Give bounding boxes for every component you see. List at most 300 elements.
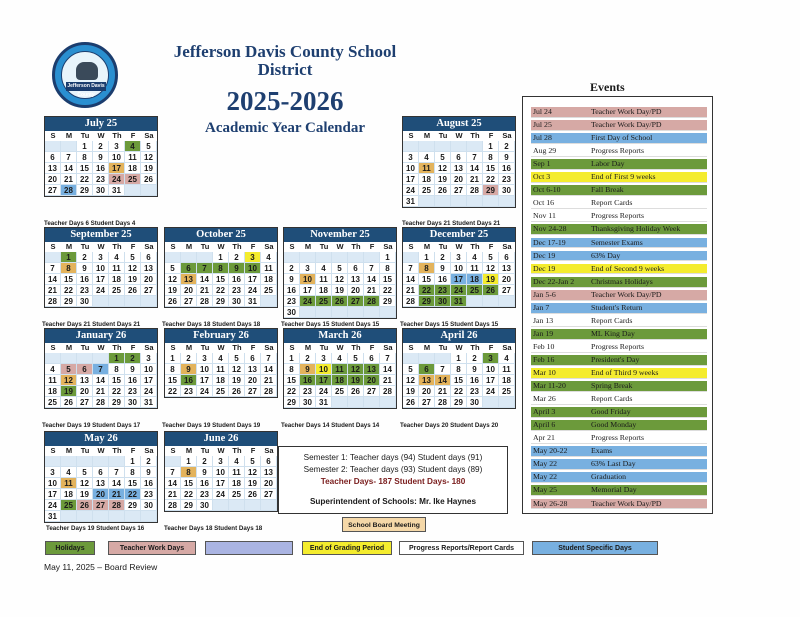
day-cell: 11 [213,364,229,375]
weekday-label: Sa [502,242,512,251]
day-cell: 15 [109,375,125,386]
day-cell: 16 [284,285,300,296]
week-row [165,386,277,397]
day-cell: 23 [197,489,213,500]
week-row [284,263,396,274]
day-cell: 1 [61,252,77,263]
day-cell [300,252,316,263]
day-cell: 18 [125,163,141,174]
month-calendar [164,328,278,398]
day-cell: 6 [93,467,109,478]
semester-2-line: Semester 2: Teacher days (93) Student days (89) [303,465,483,474]
day-cell: 10 [197,364,213,375]
day-cell: 12 [125,263,141,274]
day-cell: 9 [467,364,483,375]
weekday-label: M [304,343,312,352]
day-cell: 26 [61,397,77,408]
day-cell: 8 [61,263,77,274]
school-year: 2025-2026 [226,86,344,116]
month-day-totals: Teacher Days 19 Student Days 16 [46,525,145,532]
day-cell [499,296,515,307]
day-cell: 19 [332,285,348,296]
day-cell: 23 [499,174,515,185]
day-cell: 18 [229,478,245,489]
day-cell: 22 [77,174,93,185]
day-cell [181,252,197,263]
day-cell [300,307,316,318]
week-row [403,274,515,285]
day-cell: 22 [125,489,141,500]
day-cell: 4 [229,456,245,467]
day-cell: 2 [229,252,245,263]
day-cell: 23 [229,285,245,296]
day-cell: 6 [181,263,197,274]
title-line-2: District [257,60,313,79]
day-cell: 7 [364,263,380,274]
weekday-label: F [130,343,136,352]
day-cell: 19 [77,489,93,500]
day-cell: 4 [316,263,332,274]
event-row [531,368,707,379]
month-name: April 26 [403,329,515,343]
event-date: Mar 26 [533,394,556,404]
day-cell: 4 [45,364,61,375]
day-cell: 1 [77,141,93,152]
day-cell: 24 [245,285,261,296]
weekday-label: W [97,242,105,251]
day-cell: 26 [435,185,451,196]
day-cell: 16 [181,375,197,386]
day-cell: 21 [61,174,77,185]
day-cell [419,196,435,207]
semester-1-line: Semester 1: Teacher days (94) Student days (91) [303,453,483,462]
day-cell: 19 [229,375,245,386]
day-cell: 18 [45,386,61,397]
day-cell [213,500,229,511]
weekday-label: W [455,131,463,140]
day-cell: 27 [245,386,261,397]
day-cell: 28 [165,500,181,511]
day-cell: 16 [300,375,316,386]
event-description: Progress Reports [591,211,645,221]
event-row [531,381,707,392]
week-row [284,252,396,263]
day-cell: 13 [93,478,109,489]
day-cell [316,307,332,318]
day-cell: 9 [125,364,141,375]
day-cell [45,252,61,263]
day-cell: 14 [380,364,396,375]
day-cell: 9 [435,263,451,274]
weekday-label: Tu [200,343,210,352]
day-cell: 13 [364,364,380,375]
weekday-label: S [408,131,414,140]
legend-board-meeting: School Board Meeting [342,517,426,532]
jaguar-icon [76,62,98,80]
day-cell [364,397,380,408]
day-cell [332,307,348,318]
day-cell [77,456,93,467]
month-name: May 26 [45,432,157,446]
day-cell: 5 [435,152,451,163]
day-cell: 6 [364,353,380,364]
day-cell: 11 [229,467,245,478]
event-row [531,499,707,510]
month-day-totals: Teacher Days 15 Student Days 15 [400,321,499,328]
day-cell [380,397,396,408]
day-cell: 14 [197,274,213,285]
weekday-label: M [65,131,73,140]
weekday-label: F [369,242,375,251]
day-cell: 17 [451,274,467,285]
day-cell: 9 [229,263,245,274]
event-description: 63% Day [591,250,621,260]
day-cell: 21 [403,285,419,296]
week-row [403,152,515,163]
day-cell: 16 [141,478,157,489]
day-cell: 20 [141,274,157,285]
day-cell: 22 [380,285,396,296]
day-cell: 21 [261,375,277,386]
month-name: June 26 [165,432,277,446]
week-row [284,307,396,318]
day-cell: 13 [45,163,61,174]
events-list [522,96,713,514]
day-cell: 27 [364,386,380,397]
day-cell [284,252,300,263]
day-cell [61,456,77,467]
day-cell [125,185,141,196]
day-cell: 14 [467,163,483,174]
weekday-header [45,242,157,252]
day-cell: 27 [261,489,277,500]
weekday-label: S [50,343,56,352]
day-cell: 14 [165,478,181,489]
week-row [45,174,157,185]
day-cell: 1 [419,252,435,263]
day-cell: 29 [284,397,300,408]
events-title: Events [590,80,625,94]
day-cell: 29 [77,185,93,196]
day-cell: 21 [93,386,109,397]
event-description: Labor Day [591,159,625,169]
day-cell: 7 [467,152,483,163]
day-cell: 4 [419,152,435,163]
day-cell: 23 [141,489,157,500]
event-description: Christmas Holidays [591,276,653,286]
day-cell: 2 [197,456,213,467]
day-cell [45,456,61,467]
event-row [531,277,707,288]
event-date: Apr 21 [533,433,555,443]
day-cell: 3 [45,467,61,478]
day-cell [93,296,109,307]
day-cell: 3 [197,353,213,364]
day-cell: 22 [181,489,197,500]
day-cell: 8 [77,152,93,163]
month-day-totals: Teacher Days 18 Student Days 18 [162,321,261,328]
day-cell: 28 [467,185,483,196]
event-description: Semester Exams [591,237,643,247]
weekday-label: W [217,446,225,455]
event-description: Teacher Work Day/PD [591,289,662,299]
weekday-label: Sa [144,242,154,251]
day-cell: 18 [499,375,515,386]
event-row [531,159,707,170]
month-calendar [44,431,158,523]
weekday-label: W [97,131,105,140]
day-cell: 5 [229,353,245,364]
day-cell: 17 [141,375,157,386]
day-cell: 13 [499,263,515,274]
day-cell: 10 [45,478,61,489]
day-cell: 26 [141,174,157,185]
weekday-label: W [217,242,225,251]
event-row [531,329,707,340]
day-cell: 27 [499,285,515,296]
day-cell: 4 [109,252,125,263]
day-cell: 28 [93,397,109,408]
week-row [165,285,277,296]
day-cell: 13 [348,274,364,285]
event-row [531,459,707,470]
day-cell: 19 [141,163,157,174]
day-cell: 11 [45,375,61,386]
week-row [403,364,515,375]
day-cell: 6 [245,353,261,364]
day-cell: 11 [109,263,125,274]
day-cell: 31 [316,397,332,408]
day-cell: 20 [499,274,515,285]
day-cell: 5 [348,353,364,364]
day-cell: 30 [125,397,141,408]
semester-summary [278,446,508,514]
week-row [165,375,277,386]
day-cell: 10 [451,263,467,274]
event-row [531,107,707,118]
event-row [531,433,707,444]
day-cell: 9 [499,152,515,163]
day-cell: 18 [467,274,483,285]
event-date: May 26-28 [533,498,568,508]
legend-teacher-work: Teacher Work Days [108,541,196,555]
day-cell [109,296,125,307]
day-cell [348,397,364,408]
day-cell: 22 [109,386,125,397]
weekday-label: M [185,343,193,352]
weekday-label: Tu [200,242,210,251]
event-date: May 20-22 [533,446,568,456]
weekday-label: W [97,446,105,455]
day-cell: 15 [419,274,435,285]
weekday-label: Th [232,343,242,352]
day-cell: 28 [45,296,61,307]
week-row [284,296,396,307]
day-cell: 5 [165,263,181,274]
day-cell [125,511,141,522]
event-date: Feb 16 [533,354,555,364]
superintendent-line: Superintendent of Schools: Mr. Ike Haynes [309,497,477,506]
day-cell [61,511,77,522]
legend-grading-period: End of Grading Period [302,541,392,555]
day-cell: 29 [61,296,77,307]
day-cell: 23 [181,386,197,397]
event-description: President's Day [591,354,640,364]
event-description: End of First 9 weeks [591,172,656,182]
day-cell [45,353,61,364]
event-row [531,185,707,196]
week-row [165,252,277,263]
month-calendar [44,227,158,308]
day-cell: 13 [419,375,435,386]
day-cell: 8 [284,364,300,375]
day-cell: 28 [364,296,380,307]
day-cell: 26 [403,397,419,408]
day-cell: 18 [316,285,332,296]
day-cell [419,141,435,152]
day-cell: 21 [45,285,61,296]
day-cell: 21 [364,285,380,296]
event-description: First Day of School [591,133,653,143]
day-cell: 15 [483,163,499,174]
event-row [531,238,707,249]
weekday-label: F [488,343,494,352]
month-day-totals: Teacher Days 21 Student Days 21 [42,321,141,328]
weekday-label: Tu [200,446,210,455]
day-cell: 8 [109,364,125,375]
board-review-note: May 11, 2025 – Board Review [44,562,158,572]
week-row [165,296,277,307]
day-cell: 5 [332,263,348,274]
event-date: Aug 29 [533,146,557,156]
day-cell: 12 [348,364,364,375]
day-cell: 20 [45,174,61,185]
day-cell: 27 [77,397,93,408]
day-cell: 20 [451,174,467,185]
weekday-label: S [170,242,176,251]
week-row [284,397,396,408]
week-row [165,467,277,478]
event-description: Teacher Work Day/PD [591,107,662,116]
weekday-label: Sa [502,343,512,352]
day-cell: 18 [61,489,77,500]
day-cell: 1 [213,252,229,263]
day-cell [77,511,93,522]
week-row [165,478,277,489]
day-cell [93,511,109,522]
day-cell: 11 [499,364,515,375]
event-date: Jul 28 [533,133,552,143]
week-row [403,386,515,397]
day-cell: 9 [181,364,197,375]
month-day-totals: Teacher Days 19 Student Days 17 [42,422,141,429]
event-date: Dec 17-19 [533,237,566,247]
weekday-label: Tu [80,242,90,251]
weekday-label: M [423,131,431,140]
day-cell: 18 [261,274,277,285]
month-calendar [283,328,397,409]
weekday-label: Th [470,131,480,140]
day-cell [435,353,451,364]
day-cell: 8 [483,152,499,163]
month-name: January 26 [45,329,157,343]
day-cell: 23 [467,386,483,397]
day-cell [451,196,467,207]
day-cell: 15 [125,478,141,489]
month-calendar [44,116,158,197]
legend-holidays: Holidays [45,541,95,555]
weekday-label: M [185,446,193,455]
legend-progress-reports: Progress Reports/Report Cards [399,541,524,555]
day-cell: 8 [451,364,467,375]
day-cell: 13 [77,375,93,386]
day-cell: 7 [403,263,419,274]
day-cell: 25 [419,185,435,196]
week-row [403,163,515,174]
day-cell: 7 [261,353,277,364]
day-cell [332,252,348,263]
day-cell [61,353,77,364]
day-cell: 29 [213,296,229,307]
day-cell: 6 [499,252,515,263]
day-cell: 11 [316,274,332,285]
day-cell: 12 [77,478,93,489]
day-cell: 2 [93,141,109,152]
day-cell: 31 [403,196,419,207]
month-calendar [44,328,158,409]
weekday-header [45,131,157,141]
day-cell: 4 [125,141,141,152]
day-cell: 22 [483,174,499,185]
day-cell: 29 [109,397,125,408]
day-cell: 24 [45,500,61,511]
month-name: February 26 [165,329,277,343]
day-cell: 25 [61,500,77,511]
day-cell: 15 [380,274,396,285]
week-row [45,274,157,285]
day-cell: 21 [380,375,396,386]
title-line-1: Jefferson Davis County School [173,42,397,61]
weekday-label: Th [112,242,122,251]
week-row [45,511,157,522]
event-description: Spring Break [591,381,633,391]
week-row [403,252,515,263]
day-cell [316,252,332,263]
day-cell: 15 [284,375,300,386]
day-cell: 13 [141,263,157,274]
day-cell: 20 [261,478,277,489]
weekday-label: M [185,242,193,251]
day-cell: 21 [197,285,213,296]
day-cell: 6 [45,152,61,163]
event-date: Mar 10 [533,368,556,377]
day-cell [77,353,93,364]
day-cell: 5 [141,141,157,152]
day-cell: 14 [93,375,109,386]
day-cell: 16 [197,478,213,489]
event-description: Report Cards [591,394,633,404]
event-row [531,420,707,431]
weekday-label: F [369,343,375,352]
day-cell [467,141,483,152]
weekday-label: Th [232,242,242,251]
day-cell: 15 [77,163,93,174]
day-cell: 28 [197,296,213,307]
day-cell [483,397,499,408]
weekday-label: M [65,446,73,455]
day-cell: 3 [213,456,229,467]
day-cell: 28 [380,386,396,397]
